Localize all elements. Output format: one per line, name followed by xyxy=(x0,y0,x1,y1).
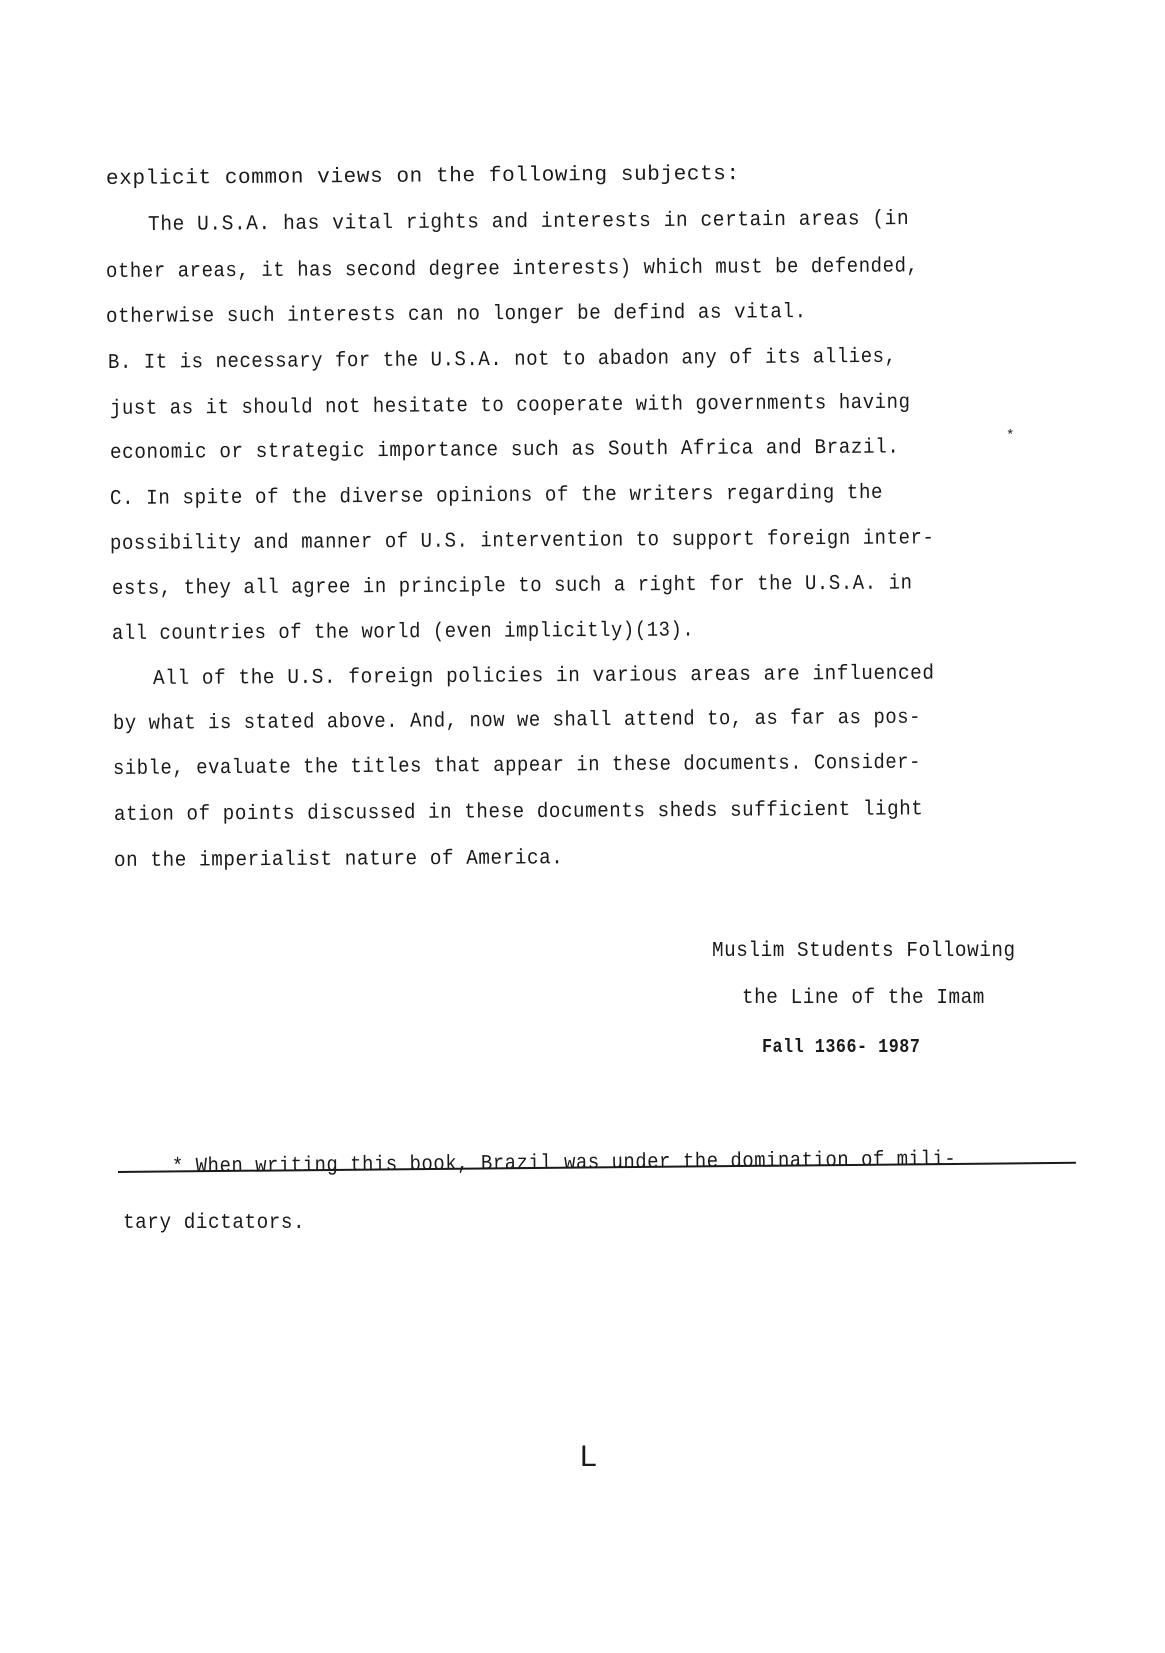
text-line-15: ation of points discussed in these documents sheds sufficient light xyxy=(113,798,924,827)
footnote-line-2: tary dictators. xyxy=(123,1212,306,1235)
page-mark: L xyxy=(580,1440,597,1473)
text-line-2: The U.S.A. has vital rights and interests in certain areas (in xyxy=(147,208,910,237)
text-line-1: explicit common views on the following subjects: xyxy=(105,163,740,191)
text-line-13: by what is stated above. And, now we shall attend to, as far as pos- xyxy=(112,706,922,736)
text-line-14: sible, evaluate the titles that appear in these documents. Consider- xyxy=(112,751,922,781)
text-line-10: ests, they all agree in principle to such a right for the U.S.A. in xyxy=(111,572,913,601)
text-line-6: just as it should not hesitate to cooperate with governments having xyxy=(109,391,911,421)
signature-line-2: the Line of the Imam xyxy=(742,987,985,1010)
text-line-11: all countries of the world (even implicitly)(13). xyxy=(111,619,695,646)
footnote-marker: * xyxy=(1006,428,1015,444)
text-line-5: B. It is necessary for the U.S.A. not to abadon any of its allies, xyxy=(107,345,897,375)
signature-line-1: Muslim Students Following xyxy=(712,940,1016,963)
signature-date: Fall 1366- 1987 xyxy=(762,1036,921,1058)
text-line-3: other areas, it has second degree interests) which must be defended, xyxy=(105,255,919,284)
text-line-12: All of the U.S. foreign policies in various areas are influenced xyxy=(152,662,935,691)
footnote-line-1: * When writing this book, Brazil was under the domination of mili- xyxy=(171,1148,957,1179)
text-line-16: on the imperialist nature of America. xyxy=(113,847,564,873)
text-line-9: possibility and manner of U.S. intervention to support foreign inter- xyxy=(109,527,935,556)
text-line-8: C. In spite of the diverse opinions of the writers regarding the xyxy=(109,481,884,511)
text-line-4: otherwise such interests can no longer be defind as vital. xyxy=(105,301,807,329)
text-line-7: economic or strategic importance such as South Africa and Brazil. xyxy=(109,436,900,465)
